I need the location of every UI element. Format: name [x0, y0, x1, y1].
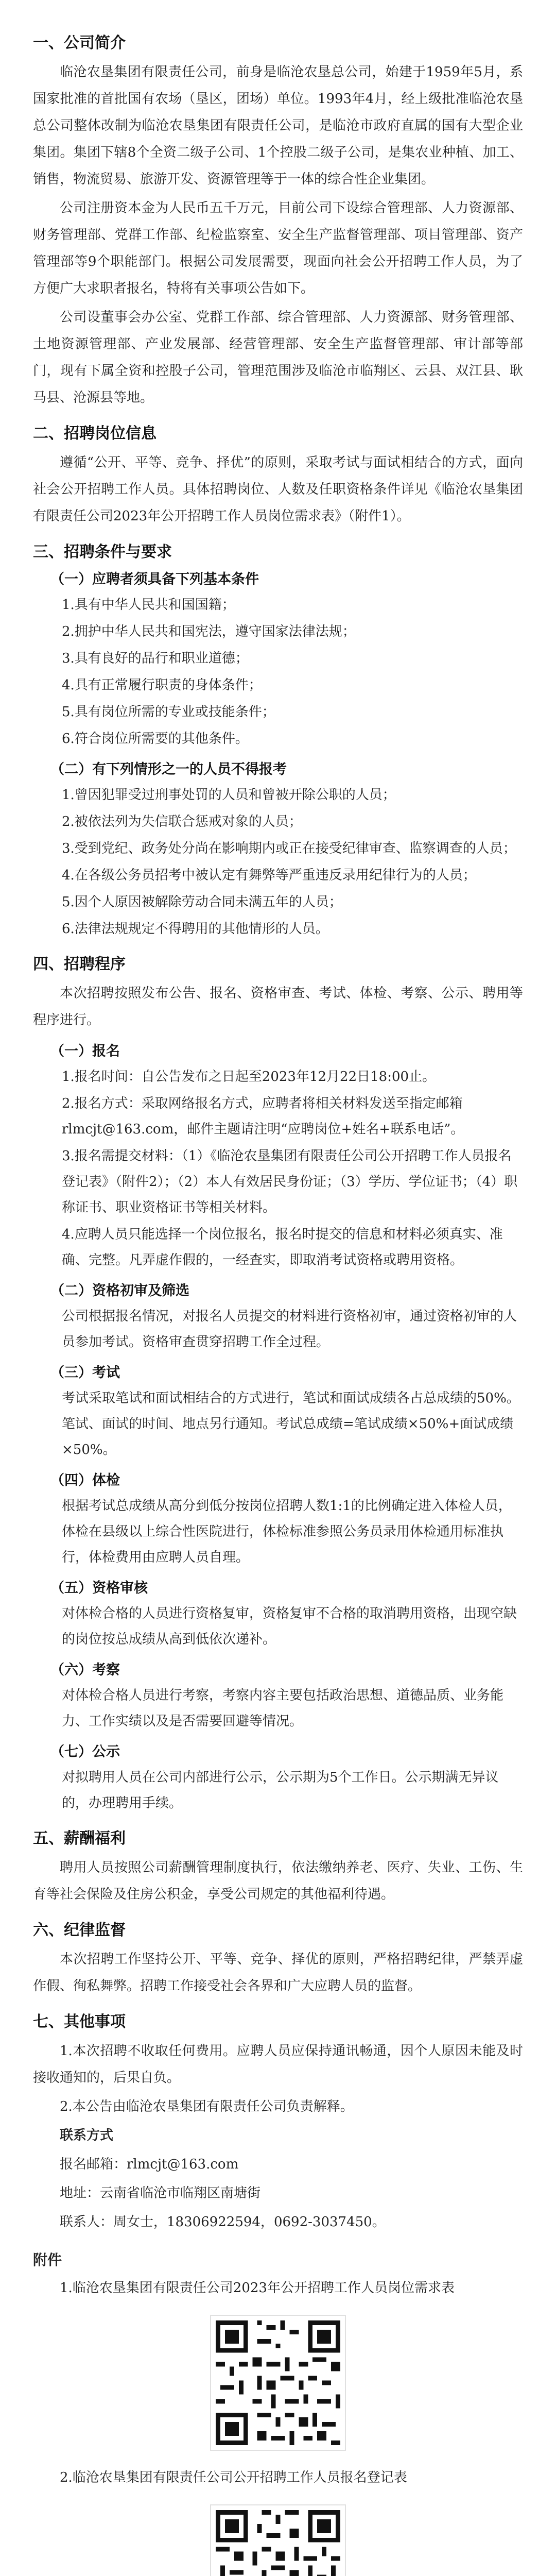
section-positions	[33, 420, 523, 530]
section-title: 一、公司简介	[33, 35, 126, 52]
section-title: 五、薪酬福利	[33, 1830, 126, 1847]
subsection-title: （四）体检	[50, 1472, 120, 1488]
section-title: 六、纪律监督	[33, 1922, 126, 1939]
subsection-title: （七）公示	[50, 1744, 120, 1760]
paragraph: 公司注册资本金为人民币五千万元，目前公司下设综合管理部、人力资源部、财务管理部、党群工作部、纪检监察室、安全生产监督管理部、项目管理部、资产管理部等9个职能部门。根据公司发展需要，现面向社会公开招聘工作人员，为了方便广大求职者报名，特将有关事项公告如下。	[33, 200, 523, 296]
paragraph: 1.本次招聘不收取任何费用。应聘人员应保持通讯畅通，因个人原因未能及时接收通知的，后果自负。	[33, 2043, 523, 2086]
list-item: 根据考试总成绩从高分到低分按岗位招聘人数1:1的比例确定进入体检人员，体检在县级以上综合性医院进行，体检标准参照公务员录用体检通用标准执行，体检费用由应聘人员自理。	[62, 1498, 512, 1565]
list-item: 公司根据报名情况，对报名人员提交的材料进行资格初审，通过资格初审的人员参加考试。资格审查贯穿招聘工作全过程。	[62, 1309, 517, 1350]
paragraph: 公司设董事会办公室、党群工作部、综合管理部、人力资源部、财务管理部、土地资源管理部、产业发展部、经营管理部、安全生产监督管理部、审计部等部门，现有下属全资和控股子公司，管理范围涉及临沧市临翔区、云县、双江县、耿马县、沧源县等地。	[33, 310, 523, 405]
section-procedure	[33, 951, 523, 1816]
section-salary	[33, 1825, 523, 1908]
list-item: 4.应聘人员只能选择一个岗位报名，报名时提交的信息和材料必须真实、准确、完整。凡弄虚作假的，一经查实，即取消考试资格或聘用资格。	[62, 1227, 503, 1268]
attachment-item: 2.临沧农垦集团有限责任公司公开招聘工作人员报名登记表	[60, 2470, 407, 2485]
list-item: 3.报名需提交材料：（1）《临沧农垦集团有限责任公司公开招聘工作人员报名登记表》（附件2）；（2）本人有效居民身份证；（3）学历、学位证书；（4）职称证书、职业资格证书等相关材料。	[62, 1148, 518, 1215]
paragraph: 本次招聘工作坚持公开、平等、竞争、择优的原则，严格招聘纪律，严禁弄虚作假、徇私舞弊。招聘工作接受社会各界和广大应聘人员的监督。	[33, 1952, 523, 1994]
attachments	[33, 2249, 523, 2576]
list-item: 2.拥护中华人民共和国宪法，遵守国家法律法规；	[62, 624, 356, 639]
list-item: 1.曾因犯罪受过刑事处罚的人员和曾被开除公职的人员；	[62, 787, 396, 803]
list-item: 3.具有良好的品行和职业道德；	[62, 651, 249, 666]
section-title: 七、其他事项	[33, 2013, 126, 2030]
section-title: 三、招聘条件与要求	[33, 544, 172, 561]
attachments-title: 附件	[33, 2252, 62, 2268]
subsection-title: （五）资格审核	[50, 1580, 148, 1596]
list-item: 考试采取笔试和面试相结合的方式进行，笔试和面试成绩各占总成绩的50%。笔试、面试的时间、地点另行通知。考试总成绩=笔试成绩×50%+面试成绩×50%。	[62, 1391, 520, 1458]
contact-block	[33, 2122, 523, 2235]
subsection-title: （六）考察	[50, 1662, 120, 1678]
subsection-title: （二）有下列情形之一的人员不得报考	[50, 761, 287, 777]
section-title: 二、招聘岗位信息	[33, 425, 157, 442]
qr-code-icon	[210, 2315, 346, 2451]
list-item: 6.法律法规规定不得聘用的其他情形的人员。	[62, 921, 329, 937]
section-other	[33, 2009, 523, 2120]
attachment-item: 1.临沧农垦集团有限责任公司2023年公开招聘工作人员岗位需求表	[60, 2280, 455, 2296]
list-item: 2.被依法列为失信联合惩戒对象的人员；	[62, 814, 302, 829]
subsection-title: （一）应聘者须具备下列基本条件	[50, 571, 259, 587]
section-company-intro	[33, 30, 523, 411]
qr-code-icon	[210, 2504, 346, 2576]
paragraph: 2.本公告由临沧农垦集团有限责任公司负责解释。	[60, 2099, 354, 2114]
list-item: 对体检合格人员进行考察，考察内容主要包括政治思想、道德品质、业务能力、工作实绩以及是否需要回避等情况。	[62, 1688, 504, 1729]
paragraph: 临沧农垦集团有限责任公司，前身是临沧农垦总公司，始建于1959年5月，系国家批准的首批国有农场（垦区，团场）单位。1993年4月，经上级批准临沧农垦总公司整体改制为临沧农垦集团有限责任公司，是临沧市政府直属的国有大型企业集团。集团下辖8个全资二级子公司、1个控股二级子公司，是集农业种植、加工、销售，物流贸易、旅游开发、资源管理等于一体的综合性企业集团。	[33, 64, 523, 187]
contact-phone: 联系人：周女士，18306922594，0692-3037450。	[60, 2214, 386, 2230]
list-item: 1.报名时间：自公告发布之日起至2023年12月22日18:00止。	[62, 1069, 436, 1084]
list-item: 5.因个人原因被解除劳动合同未满五年的人员；	[62, 894, 342, 910]
section-title: 四、招聘程序	[33, 956, 126, 973]
list-item: 1.具有中华人民共和国国籍；	[62, 597, 235, 613]
list-item: 对体检合格的人员进行资格复审，资格复审不合格的取消聘用资格，出现空缺的岗位按总成绩从高到低依次递补。	[62, 1606, 517, 1647]
contact-label: 联系方式	[60, 2128, 114, 2143]
list-item: 4.在各级公务员招考中被认定有舞弊等严重违反录用纪律行为的人员；	[62, 868, 476, 883]
list-item: 3.受到党纪、政务处分尚在影响期内或正在接受纪律审查、监察调查的人员；	[62, 841, 516, 856]
paragraph: 遵循“公开、平等、竞争、择优”的原则，采取考试与面试相结合的方式，面向社会公开招聘工作人员。具体招聘岗位、人数及任职资格条件详见《临沧农垦集团有限责任公司2023年公开招聘工作人员岗位需求表》（附件1）。	[33, 455, 523, 524]
list-item: 6.符合岗位所需要的其他条件。	[62, 731, 249, 747]
contact-address: 地址：云南省临沧市临翔区南塘街	[60, 2185, 261, 2201]
list-item: 4.具有正常履行职责的身体条件；	[62, 677, 262, 693]
contact-email[interactable]: 报名邮箱：rlmcjt@163.com	[60, 2157, 239, 2172]
list-item: 5.具有岗位所需的专业或技能条件；	[62, 704, 275, 720]
list-item: 对拟聘用人员在公司内部进行公示，公示期为5个工作日。公示期满无异议的，办理聘用手续。	[62, 1770, 499, 1811]
section-requirements	[33, 539, 523, 942]
paragraph: 聘用人员按照公司薪酬管理制度执行，依法缴纳养老、医疗、失业、工伤、生育等社会保险及住房公积金，享受公司规定的其他福利待遇。	[33, 1860, 523, 1902]
subsection-title: （二）资格初审及筛选	[50, 1283, 189, 1299]
section-discipline	[33, 1917, 523, 1999]
subsection-title: （一）报名	[50, 1043, 120, 1059]
paragraph: 本次招聘按照发布公告、报名、资格审查、考试、体检、考察、公示、聘用等程序进行。	[33, 986, 523, 1028]
list-item: 2.报名方式：采取网络报名方式，应聘者将相关材料发送至指定邮箱rlmcjt@163.com，邮件主题请注明“应聘岗位+姓名+联系电话”。	[62, 1096, 464, 1137]
subsection-title: （三）考试	[50, 1365, 120, 1381]
